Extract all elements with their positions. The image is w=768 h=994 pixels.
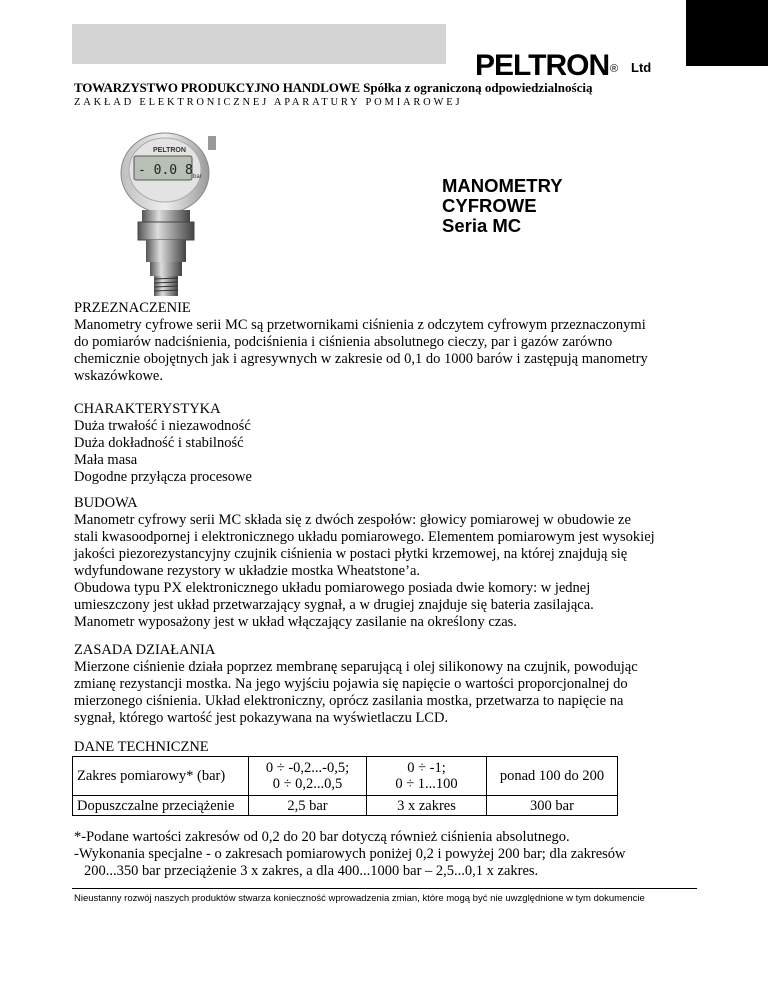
paragraph-line: wdyfundowane rezystory w układzie mostka Wheatstone’a. xyxy=(74,563,421,579)
header-grey-bar xyxy=(72,24,446,64)
section-heading: ZASADA DZIAŁANIA xyxy=(74,642,216,658)
footnote-line: 200...350 bar przeciążenie 3 x zakres, a dla 400...1000 bar – 2,5...0,1 x zakres. xyxy=(84,863,539,879)
section-przeznaczenie xyxy=(74,300,714,385)
paragraph-line: Manometry cyfrowe serii MC są przetwornikami ciśnienia z odczytem cyfrowym przeznaczonymi xyxy=(74,317,646,333)
paragraph-line: Manometr cyfrowy serii MC składa się z dwóch zespołów: głowicy pomiarowej w obudowie ze xyxy=(74,512,631,528)
table-row xyxy=(73,757,618,796)
paragraph-line: stali kwasoodpornej i elektronicznego układu pomiarowego. Elementem pomiarowym jest wysokiej xyxy=(74,529,655,545)
paragraph-line: Obudowa typu PX elektronicznego układu pomiarowego posiada dwie komory: w jednej xyxy=(74,580,591,596)
feature-item: Mała masa xyxy=(74,452,138,468)
logo-registered-mark: ® xyxy=(610,63,619,75)
lcd-reading: - 0.0 8 xyxy=(138,163,193,178)
table-cell: 3 x zakres xyxy=(367,796,487,816)
product-title xyxy=(442,176,563,236)
section-zasada-dzialania xyxy=(74,642,714,727)
technical-data-table xyxy=(72,756,618,816)
section-heading: PRZEZNACZENIE xyxy=(74,300,191,316)
paragraph-line: Manometr wyposażony jest w układ włączający zasilanie na określony czas. xyxy=(74,614,517,630)
paragraph-line: wskazówkowe. xyxy=(74,368,163,384)
logo-wordmark: PELTRON xyxy=(475,49,610,82)
feature-item: Duża dokładność i stabilność xyxy=(74,435,244,451)
company-name: TOWARZYSTWO PRODUKCYJNO HANDLOWE xyxy=(74,80,360,95)
lcd-unit: bar xyxy=(193,174,202,180)
manometer-photo xyxy=(120,128,270,300)
section-heading: BUDOWA xyxy=(74,495,138,511)
table-cell-label: Dopuszczalne przeciążenie xyxy=(73,796,249,816)
section-heading: CHARAKTERYSTYKA xyxy=(74,401,221,417)
company-line xyxy=(74,80,592,96)
table-cell: 300 bar xyxy=(487,796,618,816)
section-charakterystyka xyxy=(74,401,714,486)
product-title-line2: CYFROWE xyxy=(442,195,537,216)
product-title-line1: MANOMETRY xyxy=(442,175,563,196)
paragraph-line: jakości piezorezystancyjny czujnik ciśnienia w postaci płytki krzemowej, na której znajdują się xyxy=(74,546,628,562)
paragraph-line: sygnał, którego wartość jest pokazywana na wyświetlaczu LCD. xyxy=(74,710,449,726)
header-black-corner xyxy=(686,0,768,66)
footnote-line: *-Podane wartości zakresów od 0,2 do 20 bar dotyczą również ciśnienia absolutnego. xyxy=(74,829,570,845)
device-brand-label: PELTRON xyxy=(153,147,186,154)
peltron-logo xyxy=(475,42,615,82)
footnotes xyxy=(74,829,626,880)
paragraph-line: zmianę rezystancji mostka. Na jego wyjściu pojawia się napięcie o wartości proporcjonalnej do xyxy=(74,676,628,692)
table-row xyxy=(73,796,618,816)
paragraph-line: umieszczony jest układ przetwarzający sygnał, a w drugiej znajduje się bateria zasilająca. xyxy=(74,597,594,613)
table-cell: 2,5 bar xyxy=(249,796,367,816)
section-heading: DANE TECHNICZNE xyxy=(74,739,209,755)
table-cell-label: Zakres pomiarowy* (bar) xyxy=(73,757,249,796)
footnote-line: -Wykonania specjalne - o zakresach pomiarowych poniżej 0,2 i powyżej 200 bar; dla zakresów xyxy=(74,846,626,862)
table-cell: 0 ÷ -1; 0 ÷ 1...100 xyxy=(367,757,487,796)
logo-ltd: Ltd xyxy=(631,60,652,75)
paragraph-line: mierzonego ciśnienia. Układ elektroniczny, oprócz zasilania mostka, przetwarza to napięcie na xyxy=(74,693,624,709)
company-legal-form: Spółka z ograniczoną odpowiedzialnością xyxy=(363,80,593,95)
footer-divider xyxy=(72,888,697,889)
paragraph-line: Mierzone ciśnienie działa poprzez membranę separującą i olej silikonowy na czujnik, powodując xyxy=(74,659,638,675)
table-cell: ponad 100 do 200 xyxy=(487,757,618,796)
feature-item: Dogodne przyłącza procesowe xyxy=(74,469,252,485)
paragraph-line: chemicznie obojętnych jak i agresywnych w zakresie od 0,1 do 1000 barów i zastępują manometry xyxy=(74,351,648,367)
table-cell: 0 ÷ -0,2...-0,5; 0 ÷ 0,2...0,5 xyxy=(249,757,367,796)
paragraph-line: do pomiarów nadciśnienia, podciśnienia i ciśnienia absolutnego cieczy, par i gazów zarówno xyxy=(74,334,613,350)
product-title-line3: Seria MC xyxy=(442,215,522,236)
company-subtitle: ZAKŁAD ELEKTRONICZNEJ APARATURY POMIAROWEJ xyxy=(74,97,463,108)
footer-disclaimer: Nieustanny rozwój naszych produktów stwarza konieczność wprowadzenia zmian, które mogą być nie uwzględnione w tym dokumencie xyxy=(74,893,645,904)
section-dane-techniczne xyxy=(74,739,714,756)
feature-item: Duża trwałość i niezawodność xyxy=(74,418,251,434)
section-budowa xyxy=(74,495,714,631)
